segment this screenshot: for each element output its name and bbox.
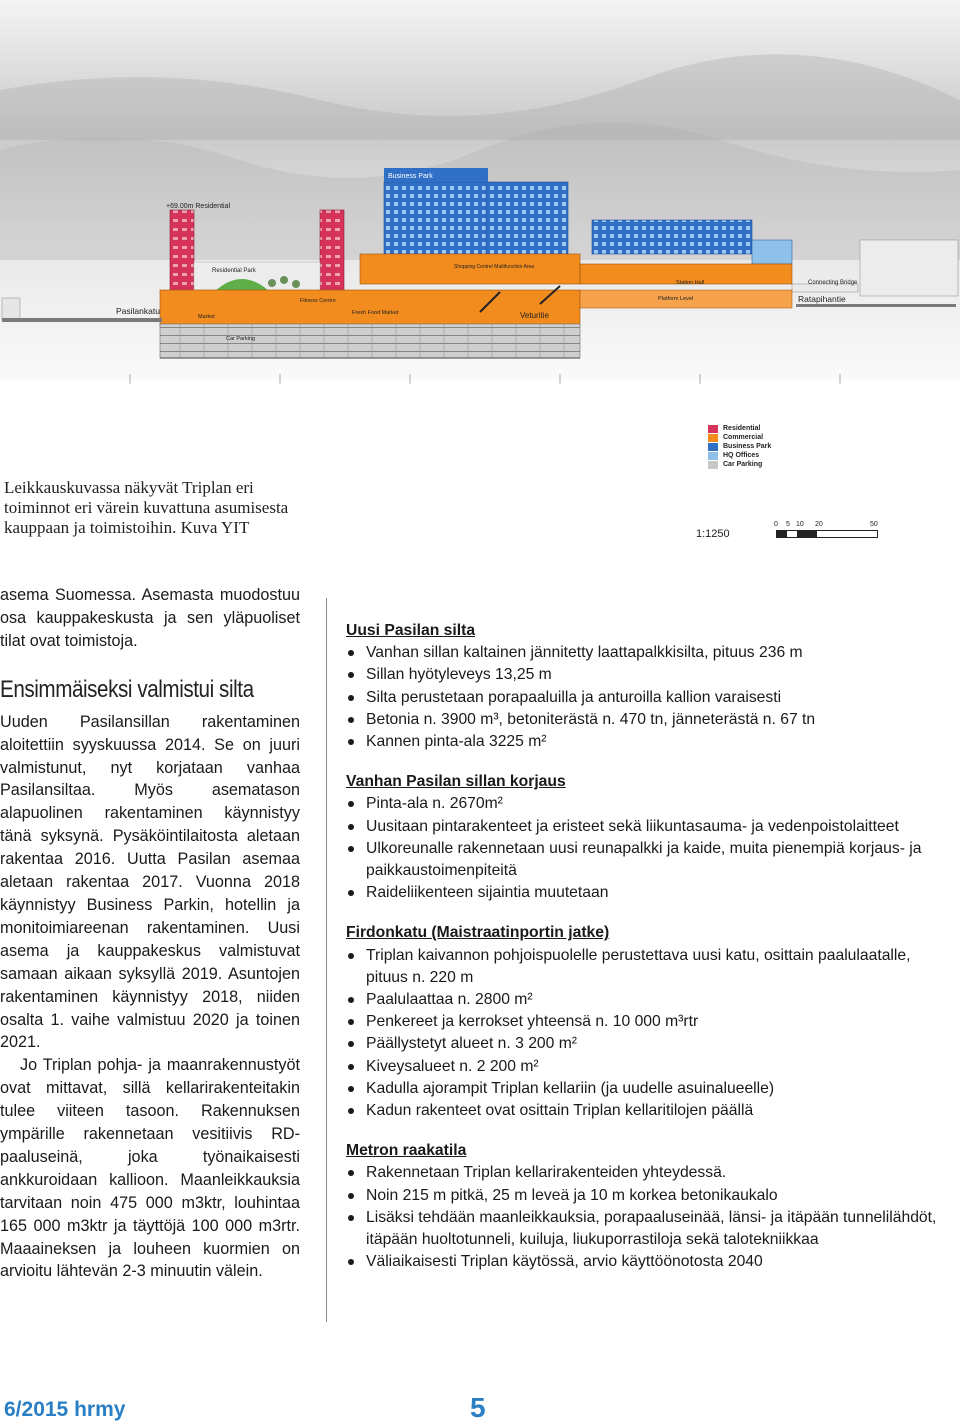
right-column [346,620,942,1291]
residential-tower-right [320,210,344,296]
legend-swatch [708,434,718,442]
legend-label: HQ Offices [723,452,760,459]
scale-tick: 0 [774,521,778,528]
legend-item [708,442,771,451]
ratapihantie-street [796,304,956,307]
list-item: Päällystetyt alueet n. 3 200 m² [346,1033,942,1055]
list-item: Uusitaan pintarakenteet ja eristeet sekä liikuntasauma- ja vedenpoistolaitteet [346,816,942,838]
subsection-heading: Metron raakatila [346,1142,467,1160]
list-item: Paalulaattaa n. 2800 m² [346,989,942,1011]
list-item: Vanhan sillan kaltainen jännitetty laattapalkkisilta, pituus 236 m [346,642,942,664]
list-item: Kannen pinta-ala 3225 m² [346,731,942,753]
label-residential-park: Residential Park [212,268,256,274]
list-item: Ulkoreunalle rakennetaan uusi reunapalkki ja kaide, muita pienempiä korjaus- ja paikkaustoimenpiteitä [346,838,942,882]
label-ratapihantie: Ratapihantie [798,294,846,304]
body-paragraph-2: Jo Triplan pohja- ja maanrakennustyöt ovat mittavat, sillä kellarirakenteitakin tulee viiteen tasoon. Rakennuksen ympärille rakennetaan vesitiivis RD-paaluseinä, joka työnaikaisesti ankkuroidaan kallioon. Maanleikkauksia tarvitaan noin 475 000 m3ktr, louhintaa 165 000 m3ktr ja täyttöjä 100 000 m3rtr. Maaaineksen ja louheen kuormien on arvioitu lähtevän 2-3 minuutin välein. [0,1056,300,1281]
issue-label: 6/2015 hrmy [4,1398,126,1421]
legend-label: Residential [723,425,761,432]
left-column [0,584,300,1283]
legend-label: Business Park [723,443,772,450]
list-item: Kiveysalueet n. 2 200 m² [346,1056,942,1078]
legend-item [708,460,771,469]
subsection-heading: Vanhan Pasilan sillan korjaus [346,773,566,791]
legend-item [708,451,771,460]
legend-swatch [708,461,718,469]
subsection-heading: Uusi Pasilan silta [346,622,476,639]
legend-label: Car Parking [723,461,763,468]
legend-item [708,433,771,442]
residential-tower-left [170,210,194,300]
label-platform-level: Platform Level [658,296,694,302]
list-item: Betonia n. 3900 m³, betoniterästä n. 470 tn, jänneterästä n. 67 tn [346,709,942,731]
list-item: Kadulla ajorampit Triplan kellariin (ja uudelle asuinalueelle) [346,1078,942,1100]
legend-swatch [708,425,718,433]
label-car-parking: Car Parking [226,336,256,342]
scale-tick: 5 [786,521,790,528]
business-park-tower [384,182,488,254]
scale-tick: 50 [870,521,878,528]
building-section-diagram [0,0,960,560]
column-divider [326,598,327,1322]
section-heading: Ensimmäiseksi valmistui silta [0,675,254,703]
bullet-list [346,793,942,904]
label-fitness: Fitness Centre [300,298,336,304]
figure-caption: Leikkauskuvassa näkyvät Triplan eri toiminnot eri värein kuvattuna asumisesta kauppaan ja toimistoihin. Kuva YIT [4,478,289,537]
list-item: Penkereet ja kerrokset yhteensä n. 10 000 m³rtr [346,1011,942,1033]
list-item: Raideliikenteen sijaintia muutetaan [346,882,942,904]
body-paragraph-1: Uuden Pasilansillan rakentaminen aloitettiin syyskuussa 2014. Se on juuri valmistunut, nyt korjataan vanhaa Pasilansiltaa. Myös asematason alapuolinen rakentaminen käynnistyy tänä syksynä. Pysäköintilaitosta aletaan rakentaa 2016. Uutta Pasilan asemaa aletaan rakentaa 2017. Vuonna 2018 käynnistyy Business Parkin, hotellin ja monitoimiareenan rakentaminen. Uusi asema ja kauppakeskus valmistuvat samaan aikaan syksyllä 2019. Asuntojen rakentaminen käynnistyy 2018, niiden osalta 1. vaihe valmistuu 2020 ja toinen 2021. [0,712,300,1052]
neighbor-building-left [2,298,20,320]
label-shopping-centre: Shopping Centre/ Multifunction Area [454,264,535,270]
label-business-park: Business Park [388,173,433,180]
intro-paragraph: asema Suomessa. Asemasta muodostuu osa kauppakeskusta ja sen yläpuoliset tilat ovat toimistoja. [0,586,300,650]
list-item: Triplan kaivannon pohjoispuolelle perustettava uusi katu, osittain paalulaatalle, pituus n. 220 m [346,945,942,989]
legend-label: Commercial [723,434,764,441]
list-item: Lisäksi tehdään maanleikkauksia, porapaaluseinää, länsi- ja itäpään tunnelilähdöt, itäpään huoltotunneli, kuiluja, liukuporrastiloja sekä talotekniikkaa [346,1207,942,1251]
label-residential: +69.00m Residential [166,203,231,210]
scale-bar [776,530,878,538]
subsection-heading: Firdonkatu (Maistraatinportin jatke) [346,924,610,942]
neighbor-building-right [860,240,958,296]
scale-label: 1:1250 [696,528,730,540]
label-pasilankatu: Pasilankatu [116,306,160,316]
bullet-list [346,945,942,1123]
bullet-list [346,642,942,753]
scale-tick: 10 [796,521,804,528]
list-item: Väliaikaisesti Triplan käytössä, arvio käyttöönotosta 2040 [346,1251,942,1273]
label-station-hall: Station Hall [676,280,705,286]
legend-swatch [708,443,718,451]
hq-offices-block [592,220,752,254]
legend-item [708,424,771,433]
bullet-list [346,1162,942,1273]
label-fresh-food: Fresh Food Market [352,310,399,316]
list-item: Silta perustetaan porapaaluilla ja anturoilla kallion varaisesti [346,687,942,709]
legend-swatch [708,452,718,460]
label-market: Market [198,314,215,320]
commercial-podium [160,290,580,326]
list-item: Rakennetaan Triplan kellarirakenteiden yhteydessä. [346,1162,942,1184]
figure-legend [708,424,771,469]
pasilankatu-street [2,318,162,322]
page-number: 5 [470,1392,486,1423]
list-item: Kadun rakenteet ovat osittain Triplan kellaritilojen päällä [346,1100,942,1122]
label-veturitie: Veturitie [520,311,549,320]
car-parking-levels [160,324,580,358]
scale-tick: 20 [815,521,823,528]
list-item: Noin 215 m pitkä, 25 m leveä ja 10 m korkea betonikaukalo [346,1185,942,1207]
label-connecting-bridge: Connecting Bridge [808,280,858,286]
list-item: Pinta-ala n. 2670m² [346,793,942,815]
list-item: Sillan hyötyleveys 13,25 m [346,664,942,686]
